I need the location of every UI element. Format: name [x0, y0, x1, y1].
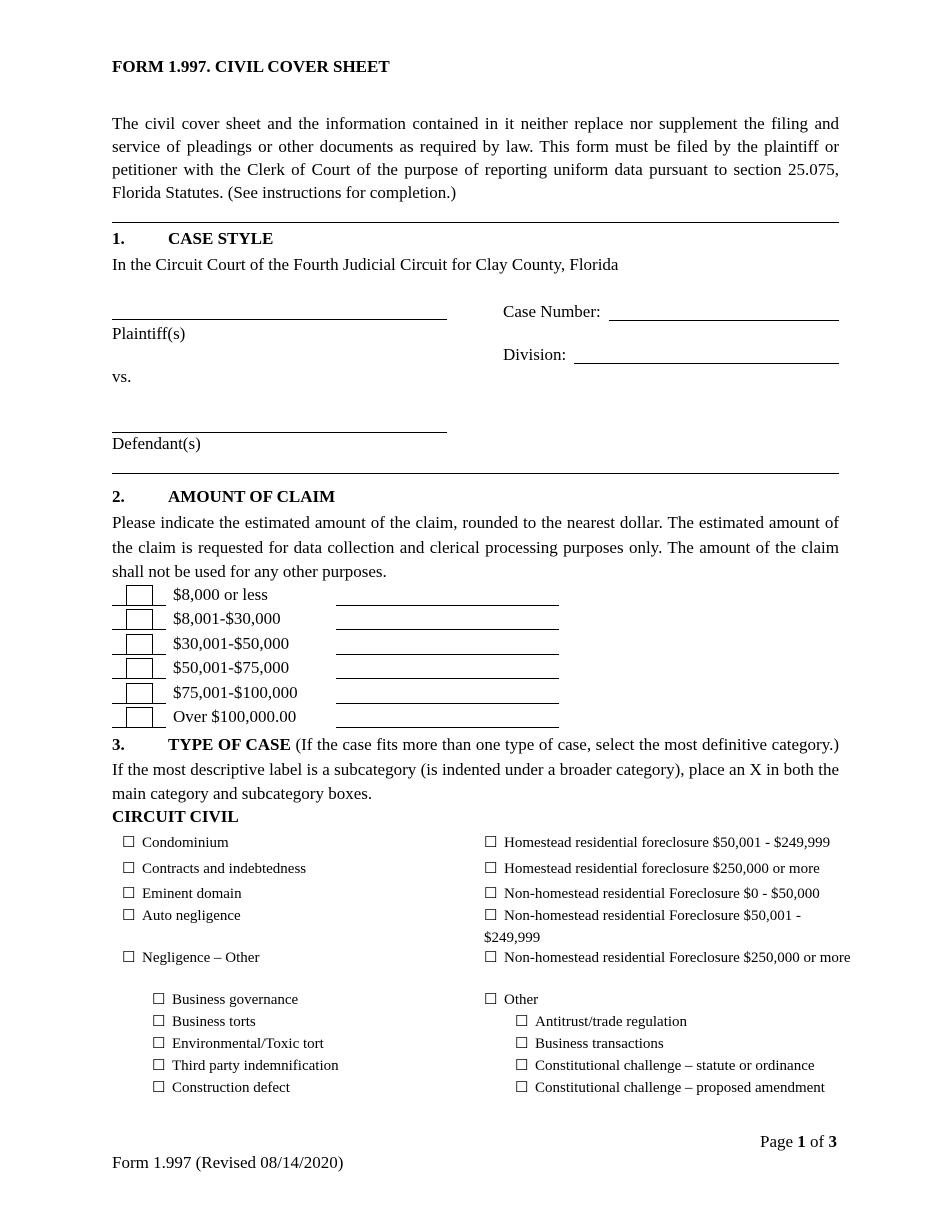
intro-paragraph: The civil cover sheet and the information contained in it neither replace nor supplement the filing and service of pleadings or other documents as required by law. This form must be filed by the plaintiff or petitioner with the Clerk of Court of the purpose of reporting uniform data pursuant to section 25.075, Florida Statutes. (See instructions for completion.) [112, 114, 839, 202]
case-type-label: Contracts and indebtedness [142, 861, 307, 877]
checkbox-icon[interactable]: ☐ [515, 1080, 529, 1096]
page-indicator [760, 1132, 837, 1152]
case-subtype-label: Third party indemnification [172, 1058, 339, 1074]
case-subtype-label: Constitutional challenge – statute or ordinance [535, 1058, 815, 1074]
claim-amount-field[interactable] [336, 678, 559, 679]
checkbox-icon[interactable]: ☐ [484, 908, 498, 924]
claim-checkbox[interactable] [126, 707, 153, 728]
page-total: 3 [828, 1132, 837, 1151]
vs-label: vs. [112, 367, 132, 386]
case-type-eminent-domain[interactable] [122, 883, 242, 905]
underline [112, 654, 166, 655]
checkbox-icon[interactable]: ☐ [122, 835, 136, 851]
underline [112, 629, 166, 630]
division-label: Division: [503, 345, 567, 364]
case-subtype[interactable] [515, 1011, 687, 1033]
case-subtype-label: Antitrust/trade regulation [535, 1014, 688, 1030]
claim-amount-field[interactable] [336, 654, 559, 655]
claim-option-row[interactable] [112, 634, 572, 656]
case-type-label: Homestead residential foreclosure $250,000 or more [504, 861, 820, 877]
case-type-nonhomestead-50k[interactable] [484, 905, 854, 949]
claim-amount-field[interactable] [336, 629, 559, 630]
defendant-label: Defendant(s) [112, 434, 201, 453]
section-2-heading [112, 487, 335, 507]
case-type-label: Homestead residential foreclosure $50,001 - $249,999 [504, 835, 831, 851]
case-type-label: Eminent domain [142, 886, 242, 902]
claim-option-row[interactable] [112, 658, 572, 680]
case-type-condominium[interactable] [122, 832, 229, 854]
type-instructions: (If the case fits more than one type of case, select the most definitive category.) If the most descriptive label is a subcategory (is indented under a broader category), place an X in both the main category and subcategory boxes. [112, 735, 840, 803]
case-subtype[interactable] [152, 1055, 339, 1077]
form-title: FORM 1.997. CIVIL COVER SHEET [112, 57, 390, 76]
case-subtype-label: Constitutional challenge – proposed amendment [535, 1080, 825, 1096]
claim-instructions: Please indicate the estimated amount of the claim, rounded to the nearest dollar. The estimated amount of the claim is requested for data collection and clerical processing purposes only. The amount of the claim shall not be used for any other purposes. [112, 513, 839, 581]
case-subtype[interactable] [515, 1033, 664, 1055]
divider [112, 473, 839, 474]
case-type-label: Negligence – Other [142, 950, 260, 966]
case-type-label: Auto negligence [142, 908, 241, 924]
section-number: 2. [112, 487, 125, 506]
checkbox-icon[interactable]: ☐ [122, 908, 136, 924]
form-revision: Form 1.997 (Revised 08/14/2020) [112, 1153, 344, 1172]
case-type-homestead-50k[interactable] [484, 832, 884, 854]
claim-amount-field[interactable] [336, 727, 559, 728]
claim-checkbox[interactable] [126, 683, 153, 704]
underline [112, 678, 166, 679]
claim-option-row[interactable] [112, 683, 572, 705]
underline [112, 605, 166, 606]
case-subtype[interactable] [515, 1055, 815, 1077]
claim-checkbox[interactable] [126, 585, 153, 606]
case-subtype-label: Environmental/Toxic tort [172, 1036, 324, 1052]
page-current: 1 [797, 1132, 806, 1151]
claim-option-row[interactable] [112, 707, 572, 729]
case-type-nonhomestead-250k[interactable] [484, 947, 874, 969]
claim-checkbox[interactable] [126, 658, 153, 679]
page-mid: of [805, 1132, 829, 1151]
case-type-negligence-other[interactable] [122, 947, 259, 969]
claim-checkbox[interactable] [126, 634, 153, 655]
checkbox-icon[interactable]: ☐ [152, 1014, 166, 1030]
section-number: 3. [112, 735, 125, 754]
case-subtype[interactable] [515, 1077, 825, 1099]
case-subtype[interactable] [152, 989, 298, 1011]
checkbox-icon[interactable]: ☐ [484, 861, 498, 877]
case-subtype-label: Construction defect [172, 1080, 290, 1096]
case-subtype[interactable] [152, 1033, 324, 1055]
case-type-homestead-250k[interactable] [484, 858, 884, 880]
claim-amount-field[interactable] [336, 703, 559, 704]
section-title: CASE STYLE [168, 229, 274, 248]
claim-checkbox[interactable] [126, 609, 153, 630]
plaintiff-label: Plaintiff(s) [112, 324, 186, 343]
section-1-heading [112, 229, 273, 249]
case-number-field[interactable] [609, 320, 839, 321]
claim-amount-field[interactable] [336, 605, 559, 606]
underline [112, 727, 166, 728]
case-type-label: Other [504, 992, 539, 1008]
underline [112, 703, 166, 704]
case-subtype[interactable] [152, 1011, 256, 1033]
case-type-other[interactable] [484, 989, 538, 1011]
case-subtype-label: Business transactions [535, 1036, 664, 1052]
plaintiff-field[interactable] [112, 319, 447, 320]
checkbox-icon[interactable]: ☐ [122, 886, 136, 902]
claim-option-row[interactable] [112, 609, 572, 631]
checkbox-icon[interactable]: ☐ [122, 861, 136, 877]
case-type-label: Non-homestead residential Foreclosure $250,000 or more [504, 950, 851, 966]
case-type-nonhomestead-0[interactable] [484, 883, 884, 905]
checkbox-icon[interactable]: ☐ [515, 1014, 529, 1030]
checkbox-icon[interactable]: ☐ [515, 1036, 529, 1052]
claim-option-label: Over $100,000.00 [173, 707, 297, 726]
checkbox-icon[interactable]: ☐ [484, 992, 498, 1008]
division-field[interactable] [574, 363, 839, 364]
checkbox-icon[interactable]: ☐ [152, 992, 166, 1008]
section-title: AMOUNT OF CLAIM [168, 487, 336, 506]
claim-option-row[interactable] [112, 585, 572, 607]
claim-option-label: $8,001-$30,000 [173, 609, 281, 628]
circuit-civil-heading: CIRCUIT CIVIL [112, 807, 239, 826]
section-title: TYPE OF CASE [168, 735, 291, 754]
checkbox-icon[interactable]: ☐ [515, 1058, 529, 1074]
case-type-label: Non-homestead residential Foreclosure $50,001 - $249,999 [484, 908, 802, 946]
case-type-label: Condominium [142, 835, 229, 851]
checkbox-icon[interactable]: ☐ [484, 886, 498, 902]
page-prefix: Page [760, 1132, 798, 1151]
case-type-label: Non-homestead residential Foreclosure $0 - $50,000 [504, 886, 820, 902]
claim-option-label: $50,001-$75,000 [173, 658, 290, 677]
claim-option-label: $8,000 or less [173, 585, 268, 604]
checkbox-icon[interactable]: ☐ [152, 1036, 166, 1052]
case-type-contracts[interactable] [122, 858, 306, 880]
case-subtype-label: Business governance [172, 992, 299, 1008]
court-name: In the Circuit Court of the Fourth Judicial Circuit for Clay County, Florida [112, 255, 619, 274]
divider [112, 222, 839, 223]
checkbox-icon[interactable]: ☐ [484, 950, 498, 966]
case-subtype[interactable] [152, 1077, 290, 1099]
checkbox-icon[interactable]: ☐ [152, 1080, 166, 1096]
section-number: 1. [112, 229, 125, 248]
case-subtype-label: Business torts [172, 1014, 256, 1030]
section-3-intro [112, 733, 839, 807]
checkbox-icon[interactable]: ☐ [152, 1058, 166, 1074]
claim-option-label: $30,001-$50,000 [173, 634, 290, 653]
case-type-auto-negligence[interactable] [122, 905, 241, 927]
checkbox-icon[interactable]: ☐ [122, 950, 136, 966]
defendant-field[interactable] [112, 432, 447, 433]
case-number-label: Case Number: [503, 302, 601, 321]
claim-option-label: $75,001-$100,000 [173, 683, 298, 702]
checkbox-icon[interactable]: ☐ [484, 835, 498, 851]
